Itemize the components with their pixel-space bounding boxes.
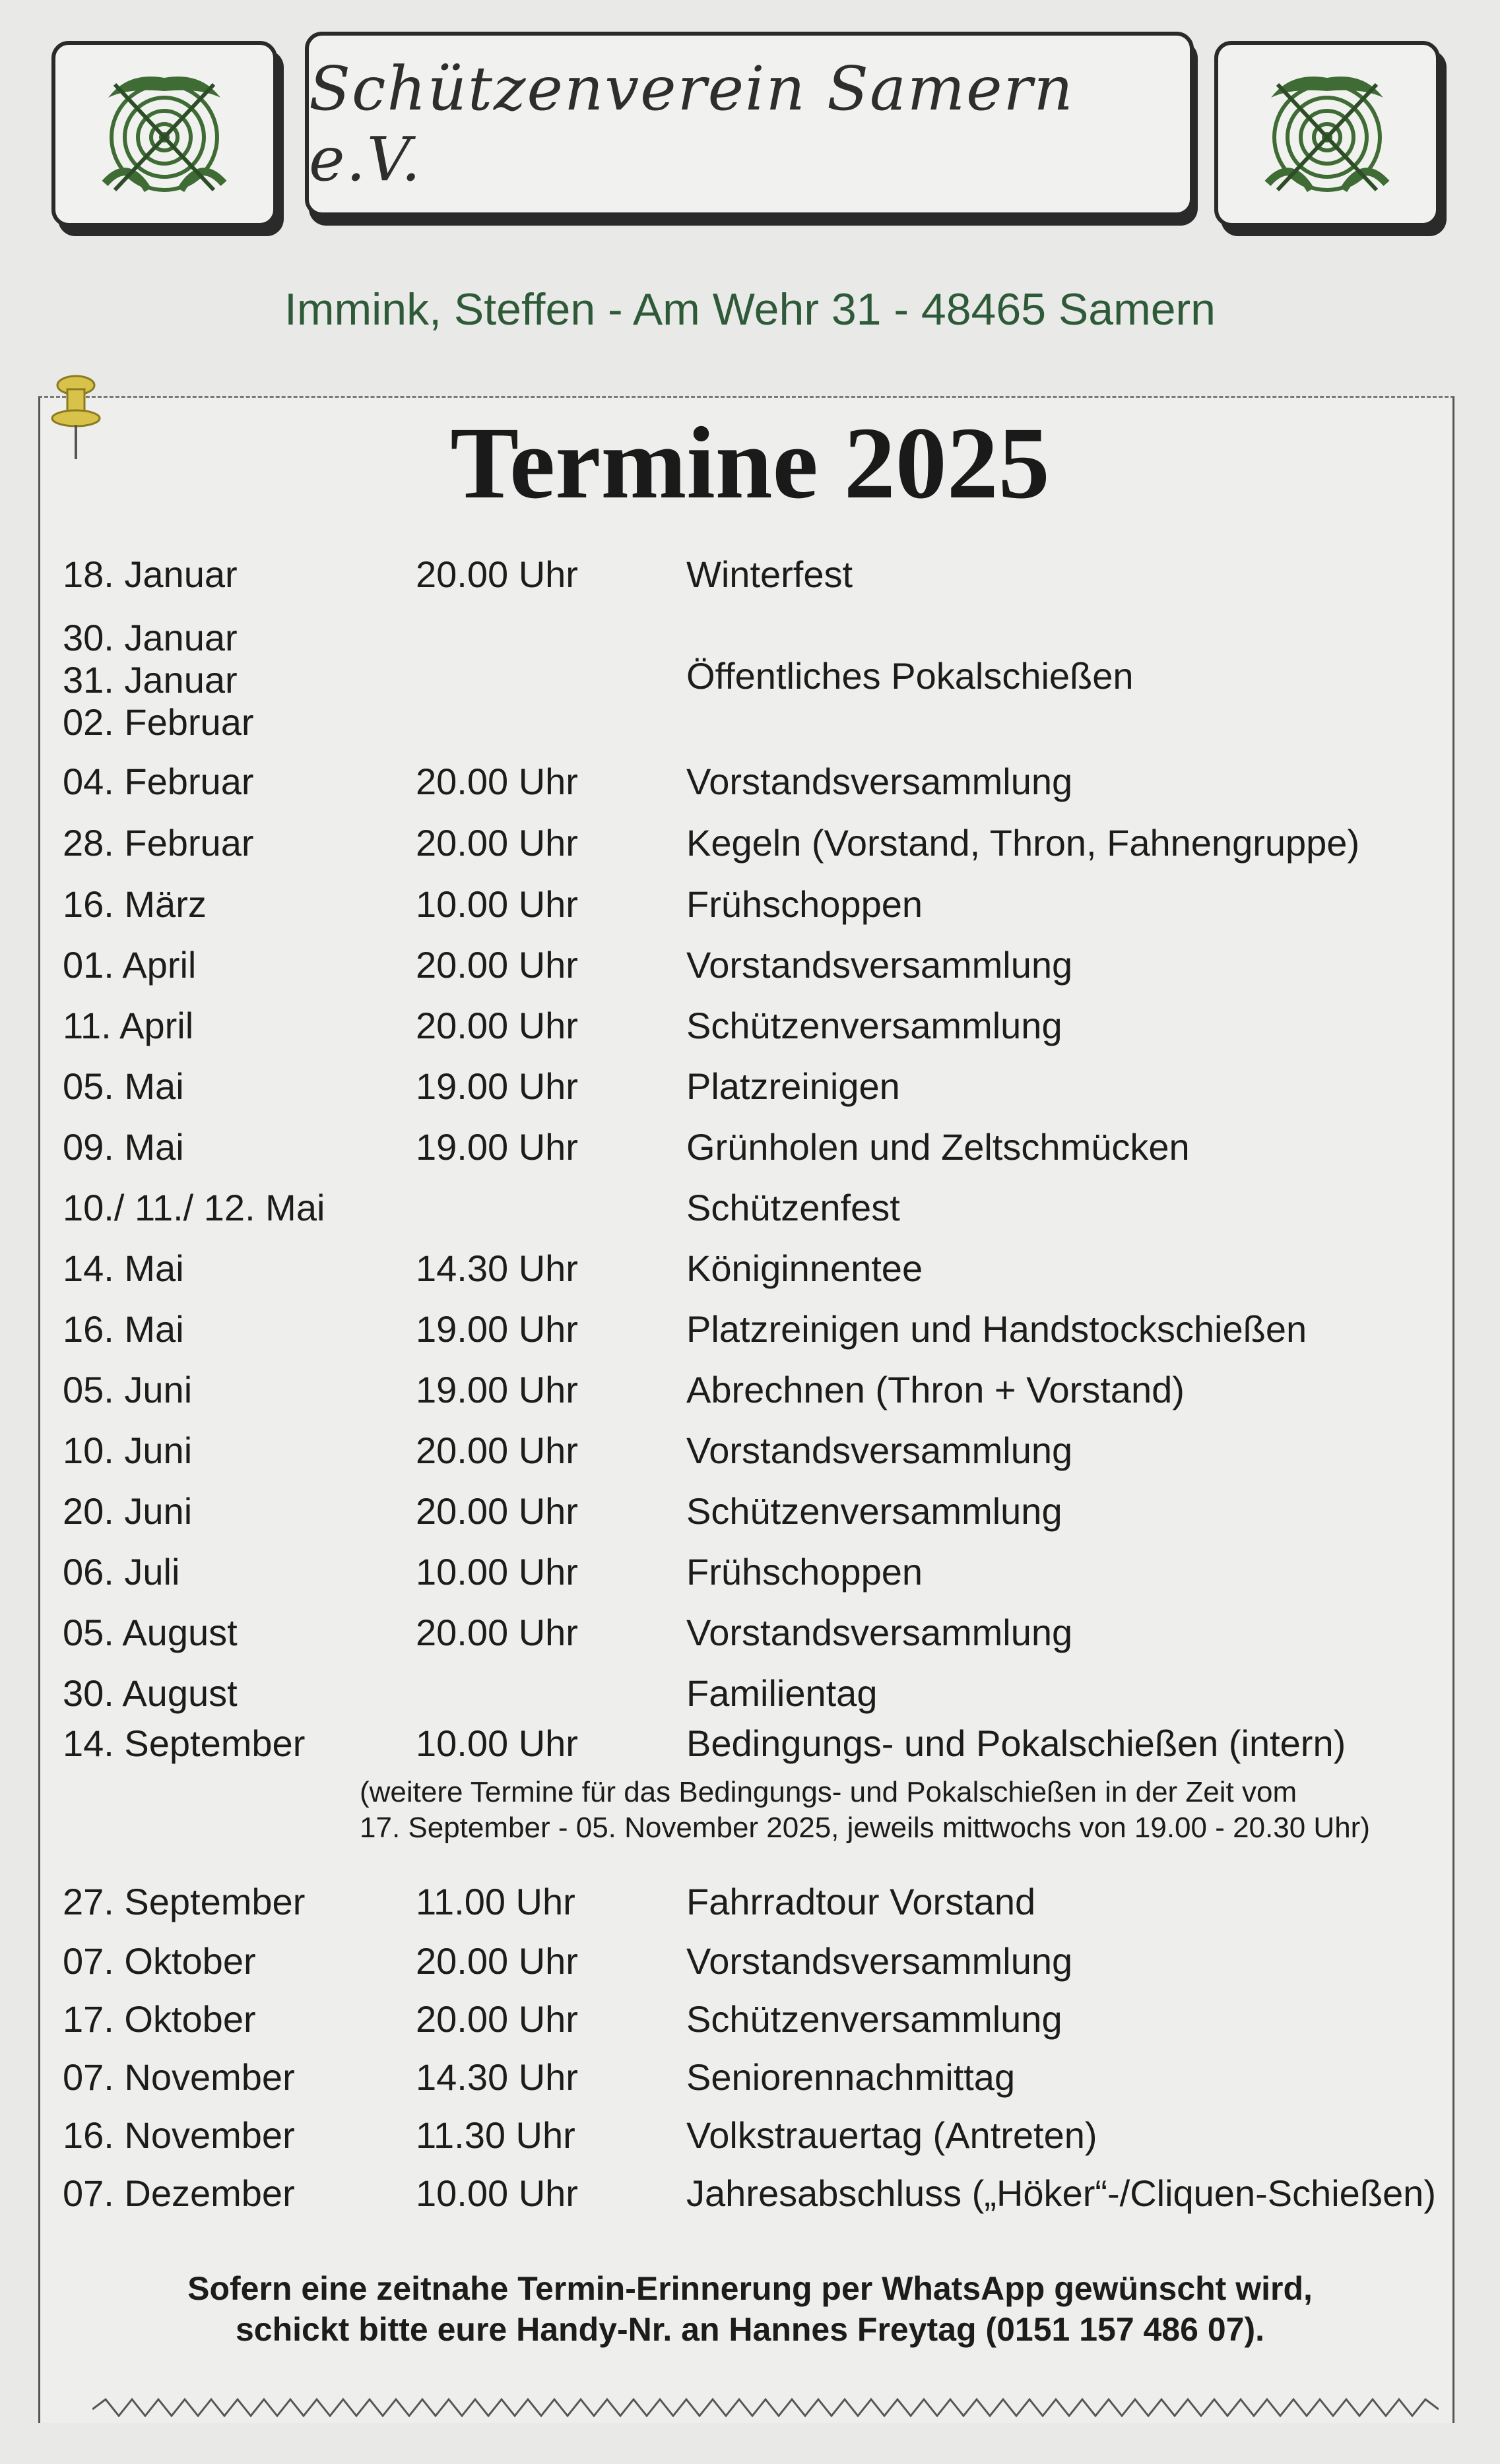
event-date: 01. April <box>63 944 197 986</box>
event-time: 11.30 Uhr <box>416 2114 575 2156</box>
club-title-box <box>305 32 1194 216</box>
event-date: 16. März <box>63 883 207 925</box>
event-title: Abrechnen (Thron + Vorstand) <box>686 1369 1185 1410</box>
club-emblem-icon <box>88 58 240 210</box>
event-title: Königinnentee <box>686 1248 923 1289</box>
page-title: Termine 2025 <box>450 406 1050 520</box>
event-date: 27. September <box>63 1881 306 1922</box>
event-date: 11. April <box>63 1005 194 1046</box>
event-time: 19.00 Uhr <box>416 1065 578 1107</box>
whatsapp-reminder-note <box>0 2268 1500 2350</box>
club-name: Schützenverein Samern e.V. <box>309 53 1074 195</box>
event-title: Öffentliches Pokalschießen <box>686 655 1134 697</box>
event-title: Winterfest <box>686 553 853 595</box>
event-time: 10.00 Uhr <box>416 883 578 925</box>
event-title: Vorstandsversammlung <box>686 1940 1073 1982</box>
event-time: 20.00 Uhr <box>416 1612 578 1653</box>
event-date: 02. Februar <box>63 701 254 743</box>
event-time: 14.30 Uhr <box>416 1248 578 1289</box>
event-title: Schützenversammlung <box>686 1998 1062 2040</box>
event-date: 06. Juli <box>63 1551 180 1593</box>
event-date: 04. Februar <box>63 761 254 802</box>
event-title: Platzreinigen und Handstockschießen <box>686 1308 1307 1350</box>
event-title: Frühschoppen <box>686 883 923 925</box>
club-emblem-icon <box>1251 58 1403 210</box>
event-time: 20.00 Uhr <box>416 944 578 986</box>
event-date: 16. Mai <box>63 1308 184 1350</box>
event-date: 10. Juni <box>63 1430 193 1471</box>
event-time: 14.30 Uhr <box>416 2056 578 2098</box>
event-date: 30. August <box>63 1672 238 1714</box>
event-title: Fahrradtour Vorstand <box>686 1881 1036 1922</box>
event-time: 19.00 Uhr <box>416 1126 578 1168</box>
event-time: 19.00 Uhr <box>416 1369 578 1410</box>
event-title: Volkstrauertag (Antreten) <box>686 2114 1097 2156</box>
event-date: 07. Oktober <box>63 1940 256 1982</box>
event-title: Jahresabschluss („Höker“-/Cliquen-Schießen) <box>686 2172 1436 2214</box>
event-date: 16. November <box>63 2114 295 2156</box>
event-date: 31. Januar <box>63 659 238 701</box>
event-title: Vorstandsversammlung <box>686 761 1073 802</box>
event-date: 28. Februar <box>63 822 254 864</box>
footer-line: Sofern eine zeitnahe Termin-Erinnerung per WhatsApp gewünscht wird, <box>187 2270 1313 2307</box>
event-title: Vorstandsversammlung <box>686 944 1073 986</box>
event-title: Schützenfest <box>686 1187 900 1228</box>
event-time: 20.00 Uhr <box>416 1430 578 1471</box>
event-time: 20.00 Uhr <box>416 1005 578 1046</box>
event-dates-multi <box>63 617 254 743</box>
event-date: 17. Oktober <box>63 1998 256 2040</box>
event-time: 11.00 Uhr <box>416 1881 575 1922</box>
event-title: Seniorennachmittag <box>686 2056 1016 2098</box>
event-time: 10.00 Uhr <box>416 1722 578 1764</box>
event-title: Familientag <box>686 1672 878 1714</box>
event-date: 05. Juni <box>63 1369 193 1410</box>
event-date: 10./ 11./ 12. Mai <box>63 1187 325 1228</box>
event-date: 07. Dezember <box>63 2172 295 2214</box>
event-title: Vorstandsversammlung <box>686 1430 1073 1471</box>
event-date: 20. Juni <box>63 1490 193 1532</box>
event-title: Platzreinigen <box>686 1065 900 1107</box>
event-time: 20.00 Uhr <box>416 553 578 595</box>
event-time: 20.00 Uhr <box>416 1940 578 1982</box>
note-line: 17. September - 05. November 2025, jeweils mittwochs von 19.00 - 20.30 Uhr) <box>360 1812 1370 1844</box>
event-date: 18. Januar <box>63 553 238 595</box>
event-date: 05. August <box>63 1612 238 1653</box>
event-title: Schützenversammlung <box>686 1005 1062 1046</box>
event-title: Grünholen und Zeltschmücken <box>686 1126 1190 1168</box>
event-date: 14. September <box>63 1722 306 1764</box>
event-date: 14. Mai <box>63 1248 184 1289</box>
event-time: 19.00 Uhr <box>416 1308 578 1350</box>
event-title: Bedingungs- und Pokalschießen (intern) <box>686 1722 1346 1764</box>
club-address: Immink, Steffen - Am Wehr 31 - 48465 Samern <box>284 284 1216 334</box>
footer-line: schickt bitte eure Handy-Nr. an Hannes Freytag (0151 157 486 07). <box>235 2311 1264 2348</box>
event-time: 20.00 Uhr <box>416 761 578 802</box>
event-date: 07. November <box>63 2056 295 2098</box>
event-time: 20.00 Uhr <box>416 1998 578 2040</box>
event-time: 10.00 Uhr <box>416 1551 578 1593</box>
event-date: 05. Mai <box>63 1065 184 1107</box>
event-title: Schützenversammlung <box>686 1490 1062 1532</box>
club-logo-right <box>1214 41 1440 227</box>
event-time: 20.00 Uhr <box>416 1490 578 1532</box>
event-time: 20.00 Uhr <box>416 822 578 864</box>
event-date: 09. Mai <box>63 1126 184 1168</box>
event-time: 10.00 Uhr <box>416 2172 578 2214</box>
event-date: 30. Januar <box>63 617 238 658</box>
club-logo-left <box>51 41 277 227</box>
event-title: Vorstandsversammlung <box>686 1612 1073 1653</box>
torn-edge-divider <box>92 2396 1439 2422</box>
additional-dates-note <box>360 1775 1455 1846</box>
event-title: Kegeln (Vorstand, Thron, Fahnengruppe) <box>686 822 1360 864</box>
note-line: (weitere Termine für das Bedingungs- und Pokalschießen in der Zeit vom <box>360 1776 1297 1808</box>
event-title: Frühschoppen <box>686 1551 923 1593</box>
